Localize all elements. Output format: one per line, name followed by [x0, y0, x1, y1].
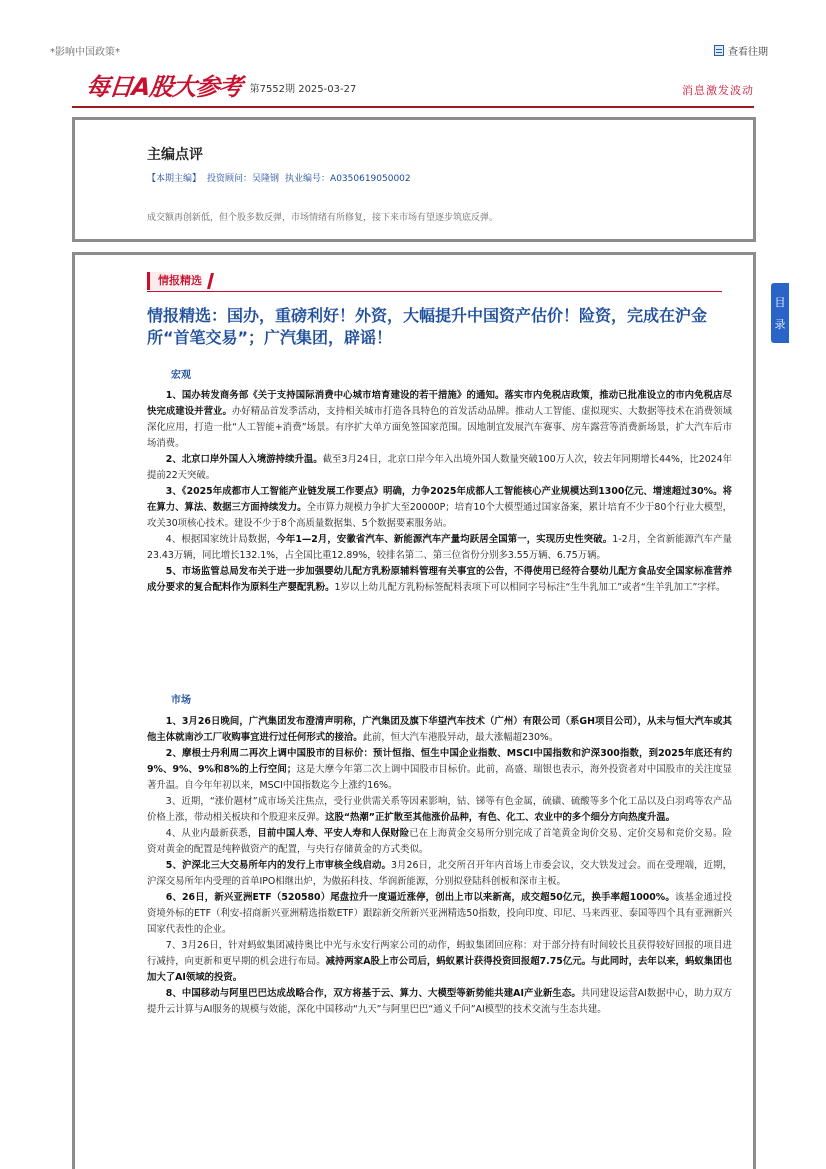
news-item [147, 794, 732, 826]
news-item-bold: 减持两家A股上市公司后，蚂蚁累计获得投资回报超7.75亿元。与此同时，去年以来，蚂蚁集团也加大了AI领域的投资。 [147, 956, 732, 983]
news-item-text: 全市算力规模力争扩大至20000P；培育10个大模型通过国家备案，累计培育不少于80个行业大模型，攻关30项核心技术。建设不少于8个高质量数据集、5个数据要素服务站。 [147, 502, 732, 529]
news-item-bold: 8、中国移动与阿里巴巴达成战略合作，双方将基于云、算力、大模型等新势能共建AI产业新生态。 [165, 988, 581, 999]
news-box [72, 252, 756, 1169]
history-link[interactable] [714, 43, 768, 58]
news-item [147, 826, 732, 858]
news-item [147, 938, 732, 986]
news-item [147, 388, 732, 452]
news-item [147, 484, 732, 532]
news-item-text: 截至3月24日，北京口岸今年入出境外国人数量突破100万人次，较去年同期增长44%，比2024年提前22天突破。 [147, 454, 732, 481]
news-item [147, 532, 732, 564]
toc-tab-button[interactable] [771, 283, 789, 343]
editor-meta-label: 【本期主编】 [147, 174, 202, 184]
slogan: 消息激发波动 [682, 84, 754, 97]
calendar-icon [714, 45, 724, 56]
news-item-text: 1-2月，全省新能源汽车产量23.43万辆，同比增长132.1%，占全国比重12.89%，较排名第二、第三位省份分别多3.55万辆、6.75万辆。 [147, 534, 732, 561]
news-headline: 情报精选：国办，重磅利好！外资，大幅提升中国资产估价！险资，完成在沪金所“首笔交易”；广汽集团，辟谣！ [147, 306, 708, 347]
section-heading-macro: 宏观 [171, 370, 191, 381]
market-items [147, 714, 732, 1018]
news-item-bold: 1、3月26日晚间，广汽集团发布澄清声明称，广汽集团及旗下华望汽车技术（广州）有限公司（系GH项目公司），从未与恒大汽车或其他主体就南沙工厂收购事宜进行过任何形式的接洽。 [147, 716, 732, 743]
masthead-rule [72, 106, 754, 108]
news-item-text: 此前，恒大汽车港股异动，最大涨幅超230%。 [362, 732, 559, 743]
news-item [147, 452, 732, 484]
history-link-label: 查看往期 [728, 47, 768, 58]
editor-meta-advisor: 投资顾问：吴隆钢 [207, 174, 280, 184]
news-item-bold: 今年1—2月，安徽省汽车、新能源汽车产量均跃居全国第一，实现历史性突破。 [276, 534, 613, 545]
news-item [147, 890, 732, 938]
news-item-bold: 5、市场监管总局发布关于进一步加强婴幼儿配方乳粉原辅料管理有关事宜的公告，不得使用已经符合婴幼儿配方食品安全国家标准营养成分要求的复合配料作为原料生产婴配乳粉。 [147, 566, 732, 593]
editor-meta [147, 171, 417, 184]
editor-meta-license: 执业编号：A0350619050002 [285, 174, 411, 184]
news-item [147, 746, 732, 794]
news-item-bold: 6、26日，新兴亚洲ETF（520580）尾盘拉升一度逼近涨停，创出上市以来新高，成交超50亿元，换手率超1000%。 [165, 892, 675, 903]
section-heading-market: 市场 [171, 695, 191, 706]
news-item [147, 986, 732, 1018]
news-item-text: 3月26日，北交所召开年内首场上市委会议，交大铁发过会。而在受理端，近期，沪深交易所年内受理的首单IPO相继出炉，为傲拓科技、华润新能源，分别拟登陆科创板和深市主板。 [147, 860, 733, 887]
section-tag-label: 情报精选 [147, 272, 212, 290]
news-item-bold: 1、国办转发商务部《关于支持国际消费中心城市培育建设的若干措施》的通知。落实市内免税店政策，推动已批准设立的市内免税店尽快完成建设并营业。 [147, 390, 732, 417]
section-tag [147, 272, 722, 292]
news-item [147, 858, 732, 890]
masthead [86, 72, 356, 102]
news-item [147, 714, 732, 746]
news-item-text: 该基金通过投资境外标的ETF（利安-招商新兴亚洲精选指数ETF）跟踪新交所新兴亚洲精选50指数，投向印度、印尼、马来西亚、泰国等四个具有亚洲新兴国家代表性的企业。 [147, 892, 732, 935]
news-item-lead: 4、从业内最新获悉， [165, 828, 258, 839]
news-item-lead: 7、3月26日，针对蚂蚁集团减持奥比中光与永安行两家公司的动作，蚂蚁集团回应称：对于部分持有时间较长且获得较好回报的项目进行减持，向更新和更早期的机会进行布局。 [147, 940, 732, 967]
issue-info: 第7552期 2025-03-27 [249, 84, 357, 95]
news-item-bold: 这股“热潮”正扩散至其他涨价品种，有色、化工、农业中的多个细分方向热度升温。 [325, 812, 675, 823]
news-item-bold: 2、摩根士丹利周二再次上调中国股市的目标价：预计恒指、恒生中国企业指数、MSCI中国指数和沪深300指数，到2025年底还有约9%、9%、9%和8%的上行空间； [147, 748, 732, 775]
news-item-text: 已在上海黄金交易所分别完成了首笔黄金询价交易、定价交易和竞价交易。险资对黄金的配置是纯粹做资产的配置，与央行存储黄金的方式类似。 [147, 828, 732, 855]
news-item-bold: 目前中国人寿、平安人寿和人保财险 [257, 828, 410, 839]
toc-tab-char-2: 录 [774, 318, 786, 331]
news-item-lead: 3、近期，“涨价题材”成市场关注焦点，受行业供需关系等因素影响，钴、锑等有色金属，硫磺、硫酸等多个化工品以及白羽鸡等农产品价格上涨，带动相关板块和个股迎来反弹。 [147, 796, 732, 823]
top-note: *影响中国政策* [50, 47, 120, 58]
toc-tab-char-1: 目 [774, 296, 786, 309]
news-item-text: 办好精品首发季活动，支持相关城市打造各具特色的首发活动品牌。推动人工智能、虚拟现实、大数据等技术在消费领域深化应用，打造一批“人工智能+消费”场景。有序扩大单方面免签国家范围。因地制宜发展汽车赛事、房车露营等消费新场景，扩大汽车后市场消费。 [147, 406, 732, 449]
news-item-text: 共同建设运营AI数据中心，助力双方提升云计算与AI服务的规模与效能，深化中国移动“九天”与阿里巴巴“通义千问”AI模型的技术交流与生态共建。 [147, 988, 732, 1015]
editor-comment-box [72, 117, 756, 242]
editor-comment-text: 成交额再创新低，但个股多数反弹，市场情绪有所修复，接下来市场有望逐步筑底反弹。 [147, 213, 499, 223]
news-item-bold: 3、《2025年成都市人工智能产业链发展工作要点》明确，力争2025年成都人工智能核心产业规模达到1300亿元、增速超过30%。将在算力、算法、数据三方面持续发力。 [147, 486, 732, 513]
brand-logo: 每日A股大参考 [84, 73, 244, 101]
news-item [147, 564, 732, 596]
news-item-bold: 5、沪深北三大交易所年内的发行上市审核全线启动。 [165, 860, 391, 871]
news-item-text: 这是大摩今年第二次上调中国股市目标价。此前，高盛、瑞银也表示，海外投资者对中国股市的关注度显著升温。自今年年初以来，MSCI中国指数迄今上涨约16%。 [147, 764, 732, 791]
news-item-bold: 2、北京口岸外国人入境游持续升温。 [165, 454, 323, 465]
news-item-lead: 4、根据国家统计局数据， [165, 534, 277, 545]
news-item-text: 1岁以上幼儿配方乳粉标签配料表项下可以相同字号标注“生牛乳加工”或者“生羊乳加工”字样。 [334, 582, 726, 593]
macro-items [147, 388, 732, 596]
editor-title: 主编点评 [147, 147, 203, 163]
